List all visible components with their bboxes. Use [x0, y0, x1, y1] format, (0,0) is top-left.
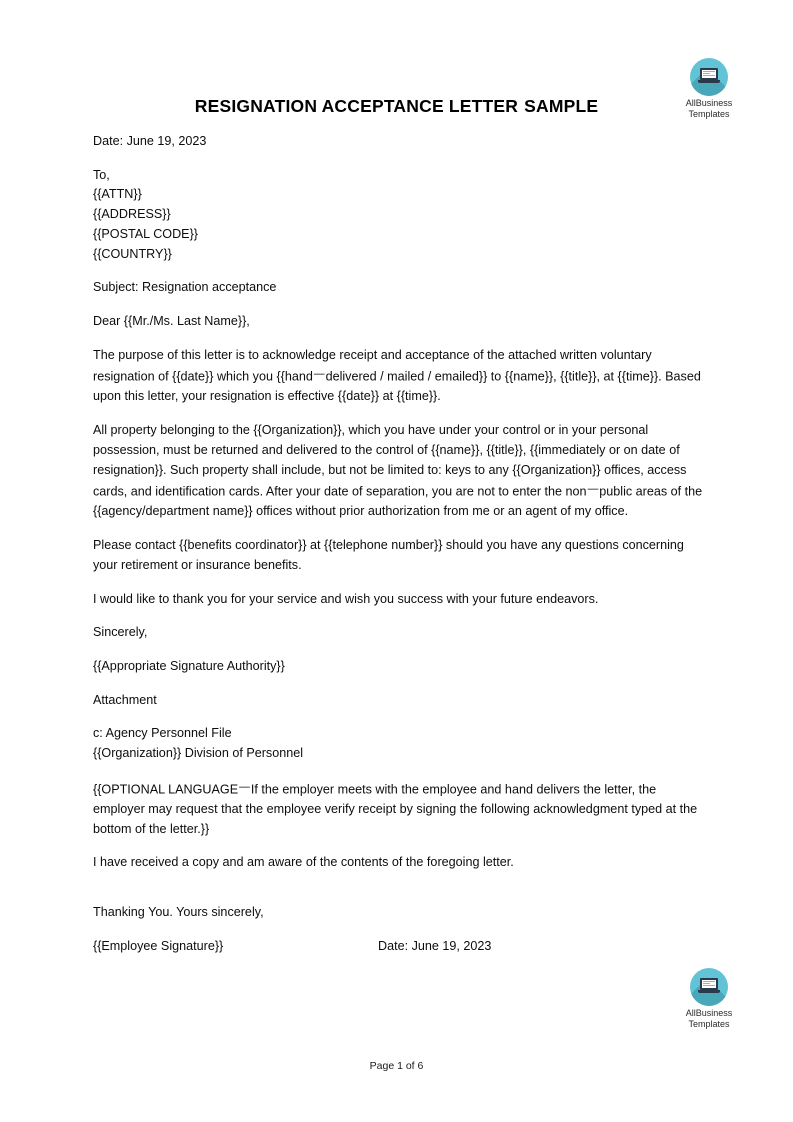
signature-row [93, 937, 705, 957]
address-country: {{COUNTRY}} [93, 246, 172, 261]
em-dash-glyph: — [239, 780, 250, 793]
laptop-icon [698, 68, 720, 86]
signature-spacer [93, 873, 705, 903]
attachment-line: Attachment [93, 692, 157, 707]
address-postal-code: {{POSTAL CODE}} [93, 226, 198, 241]
optional-language-part1: {{OPTIONAL LANGUAGE [93, 782, 239, 797]
brand-name-line1: AllBusiness [685, 98, 733, 108]
laptop-screen-line [703, 75, 715, 76]
recipient-address-block [93, 166, 705, 265]
paragraph-property [93, 421, 705, 522]
address-street: {{ADDRESS}} [93, 207, 171, 222]
laptop-screen [702, 980, 716, 988]
em-dash-glyph: — [587, 483, 599, 496]
laptop-icon [698, 978, 720, 996]
optional-language-part2: If the employer meets with the employee and hand delivers the letter, the employer may request that the employee verify receipt by signing the following acknowledgment typed at the bottom of the letter.}} [93, 782, 698, 836]
letter-body [93, 132, 705, 956]
page-number: Page 1 of 6 [369, 1060, 424, 1072]
paragraph-property-part2: public areas of the {{agency/department name}} offices without prior authorization from me or an agent of my office. [93, 484, 703, 519]
signature-authority: {{Appropriate Signature Authority}} [93, 658, 285, 673]
paragraph-thanks: I would like to thank you for your service and wish you success with your future endeavors. [93, 591, 599, 606]
page-title [0, 96, 793, 117]
subject-line: Subject: Resignation acceptance [93, 280, 277, 295]
paragraph-optional-language [93, 778, 705, 840]
laptop-screen [702, 70, 716, 78]
signature-date-field: Date: June 19, 2023 [378, 938, 492, 953]
thanking-line: Thanking You. Yours sincerely, [93, 904, 264, 919]
page-title-suffix: SAMPLE [524, 96, 599, 116]
closing-line: Sincerely, [93, 625, 148, 640]
page-title-main: RESIGNATION ACCEPTANCE LETTER [194, 96, 519, 116]
date-line: Date: June 19, 2023 [93, 134, 207, 148]
laptop-screen-line [703, 73, 710, 74]
paragraph-benefits: Please contact {{benefits coordinator}} at {{telephone number}} should you have any questions concerning your retirement or insurance benefits. [93, 538, 684, 572]
laptop-base [698, 990, 720, 993]
brand-name-line2: Templates [688, 109, 730, 119]
cc-line-agency: c: Agency Personnel File [93, 726, 232, 741]
brand-logo-footer [666, 968, 752, 1030]
laptop-lid [700, 68, 718, 80]
paragraph-purpose-part1: The purpose of this letter is to acknowledge receipt and acceptance of the attached written voluntary resignation of {{date}} which you {{hand [93, 347, 652, 384]
brand-circle-icon [690, 968, 728, 1006]
address-attn: {{ATTN}} [93, 187, 142, 202]
brand-name [666, 1008, 752, 1030]
laptop-screen-line [703, 983, 710, 984]
cc-line-division: {{Organization}} Division of Personnel [93, 746, 304, 761]
cc-block [93, 724, 705, 763]
paragraph-purpose-part2: delivered / mailed / emailed}} to {{name}}, {{title}}, at {{time}}. Based upon this letter, your resignation is effective {{date}} at {{time}}. [93, 369, 701, 404]
brand-name-line1: AllBusiness [685, 1008, 733, 1018]
acknowledgment-line: I have received a copy and am aware of the contents of the foregoing letter. [93, 855, 514, 870]
laptop-base [698, 80, 720, 83]
employee-signature-field: {{Employee Signature}} [93, 938, 224, 953]
laptop-lid [700, 978, 718, 990]
paragraph-purpose [93, 346, 705, 408]
em-dash-glyph: — [313, 368, 325, 381]
paragraph-property-part1: All property belonging to the {{Organization}}, which you have under your control or in your personal possession, must be returned and delivered to the control of {{name}}, {{title}}, {{immediately or on date of resignation}}. Such property shall include, but not be limited to: keys to any {{Organization}} offices, access cards, and identification cards. After your date of separation, you are not to enter the non [93, 423, 687, 499]
brand-circle-icon [690, 58, 728, 96]
salutation: Dear {{Mr./Ms. Last Name}}, [93, 313, 250, 328]
laptop-screen-line [703, 985, 715, 986]
laptop-screen-line [703, 981, 715, 982]
address-to: To, [93, 167, 110, 182]
brand-name-line2: Templates [688, 1019, 730, 1029]
laptop-screen-line [703, 71, 715, 72]
